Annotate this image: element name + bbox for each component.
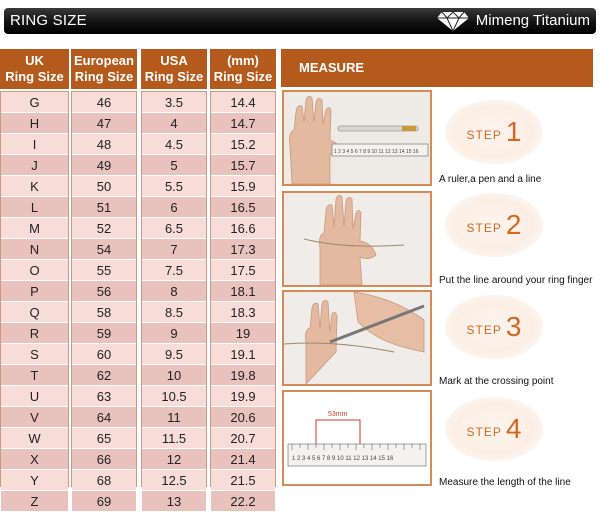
table-cell: 6.5 — [142, 218, 206, 239]
brand-name: Mimeng Titanium — [475, 12, 590, 29]
step-2-photo — [282, 191, 432, 287]
measurement-label: 53mm — [328, 411, 348, 418]
table-cell: 48 — [72, 134, 136, 155]
table-cell: 15.2 — [211, 134, 275, 155]
table-cell: L — [1, 197, 68, 218]
table-cell: G — [1, 92, 68, 113]
table-cell: 3.5 — [142, 92, 206, 113]
table-cell: 22.2 — [211, 491, 275, 512]
column-header-uk-label: UK Ring Size — [5, 53, 64, 84]
table-cell: 16.5 — [211, 197, 275, 218]
table-cell: 14.7 — [211, 113, 275, 134]
table-cell: 5.5 — [142, 176, 206, 197]
table-cell: 65 — [72, 428, 136, 449]
column-header-european-label: European Ring Size — [74, 53, 134, 84]
step-1-word: STEP — [466, 128, 502, 142]
table-cell: 4.5 — [142, 134, 206, 155]
table-cell: H — [1, 113, 68, 134]
table-cell: Q — [1, 302, 68, 323]
table-cell: 10.5 — [142, 386, 206, 407]
table-cell: 21.5 — [211, 470, 275, 491]
table-cell: 19.1 — [211, 344, 275, 365]
table-cell: 10 — [142, 365, 206, 386]
step-3-word: STEP — [466, 323, 502, 337]
step-3-label — [445, 295, 543, 359]
table-cell: 8 — [142, 281, 206, 302]
table-cell: Z — [1, 491, 68, 512]
table-cell: Y — [1, 470, 68, 491]
step-1-photo — [282, 90, 432, 186]
table-cell: V — [1, 407, 68, 428]
header-bar — [4, 8, 596, 34]
table-cell: 11.5 — [142, 428, 206, 449]
table-cell: 64 — [72, 407, 136, 428]
table-cell: O — [1, 260, 68, 281]
column-header-uk — [0, 49, 69, 89]
table-cell: 19 — [211, 323, 275, 344]
column-header-european — [71, 49, 137, 89]
table-cell: 4 — [142, 113, 206, 134]
table-cell: 47 — [72, 113, 136, 134]
step-1-number: 1 — [505, 116, 522, 147]
table-cell: X — [1, 449, 68, 470]
table-cell: 6 — [142, 197, 206, 218]
table-cell: 12 — [142, 449, 206, 470]
step-4-number: 4 — [505, 413, 522, 444]
table-cell: 21.4 — [211, 449, 275, 470]
ruler-numbers-4: 1 2 3 4 5 6 7 8 9 10 11 12 13 14 15 16 — [292, 456, 394, 462]
step-2-label — [445, 193, 543, 257]
column-header-usa — [141, 49, 207, 89]
step-2-word: STEP — [466, 221, 502, 235]
table-cell: 9.5 — [142, 344, 206, 365]
table-cell: 12.5 — [142, 470, 206, 491]
table-cell: K — [1, 176, 68, 197]
table-cell: 14.4 — [211, 92, 275, 113]
table-cell: P — [1, 281, 68, 302]
table-cell: 15.7 — [211, 155, 275, 176]
table-cell: R — [1, 323, 68, 344]
table-cell: 49 — [72, 155, 136, 176]
table-cell: 58 — [72, 302, 136, 323]
step-1-caption: A ruler,a pen and a line — [439, 174, 542, 185]
table-cell: 5 — [142, 155, 206, 176]
column-usa — [141, 91, 207, 509]
table-cell: 55 — [72, 260, 136, 281]
table-cell: W — [1, 428, 68, 449]
table-cell: 13 — [142, 491, 206, 512]
table-cell: 20.6 — [211, 407, 275, 428]
table-cell: 20.7 — [211, 428, 275, 449]
column-mm — [210, 91, 276, 509]
step-4-label — [445, 397, 543, 461]
table-cell: 46 — [72, 92, 136, 113]
step-1-label — [445, 100, 543, 164]
step-2-number: 2 — [505, 209, 522, 240]
step-4-caption: Measure the length of the line — [439, 477, 571, 488]
step-2-caption: Put the line around your ring finger — [439, 275, 593, 286]
step-3-caption: Mark at the crossing point — [439, 376, 554, 387]
table-cell: 51 — [72, 197, 136, 218]
step-4-word: STEP — [466, 425, 502, 439]
diamond-icon — [436, 10, 470, 32]
table-cell: 11 — [142, 407, 206, 428]
table-cell: 68 — [72, 470, 136, 491]
table-cell: 59 — [72, 323, 136, 344]
column-uk — [0, 91, 69, 509]
table-cell: S — [1, 344, 68, 365]
table-cell: U — [1, 386, 68, 407]
column-header-mm — [210, 49, 276, 89]
table-cell: 9 — [142, 323, 206, 344]
ruler-numbers-1: 1 2 3 4 5 6 7 8 9 10 11 12 13 14 15 16 — [334, 149, 419, 155]
table-cell: 19.9 — [211, 386, 275, 407]
table-cell: M — [1, 218, 68, 239]
table-cell: 16.6 — [211, 218, 275, 239]
column-european — [71, 91, 137, 509]
table-cell: 7 — [142, 239, 206, 260]
table-cell: 15.9 — [211, 176, 275, 197]
page-title: RING SIZE — [10, 12, 87, 29]
step-3-photo — [282, 290, 432, 386]
column-header-mm-label: (mm) Ring Size — [213, 53, 273, 84]
step-3-number: 3 — [505, 311, 522, 342]
table-cell: 66 — [72, 449, 136, 470]
table-cell: 17.5 — [211, 260, 275, 281]
table-cell: 19.8 — [211, 365, 275, 386]
measure-header: MEASURE — [281, 49, 593, 87]
table-cell: 50 — [72, 176, 136, 197]
table-cell: 7.5 — [142, 260, 206, 281]
table-cell: 56 — [72, 281, 136, 302]
table-cell: J — [1, 155, 68, 176]
step-4-photo — [282, 390, 432, 486]
table-cell: 8.5 — [142, 302, 206, 323]
table-cell: 54 — [72, 239, 136, 260]
table-cell: 18.3 — [211, 302, 275, 323]
table-cell: 63 — [72, 386, 136, 407]
table-cell: 69 — [72, 491, 136, 512]
column-header-usa-label: USA Ring Size — [144, 53, 204, 84]
table-cell: N — [1, 239, 68, 260]
table-cell: I — [1, 134, 68, 155]
table-cell: 18.1 — [211, 281, 275, 302]
table-cell: 62 — [72, 365, 136, 386]
table-cell: 52 — [72, 218, 136, 239]
table-cell: 60 — [72, 344, 136, 365]
table-cell: 17.3 — [211, 239, 275, 260]
table-cell: T — [1, 365, 68, 386]
